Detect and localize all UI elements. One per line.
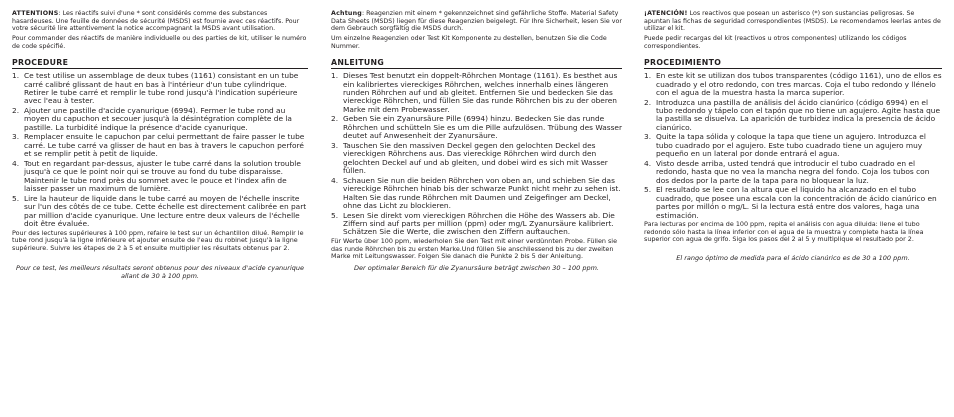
step-number: 3. (644, 132, 652, 142)
step-text: Geben Sie ein Zyanursäure Pille (6994) hinzu. Bedecken Sie das runde Röhrchen und schütteln Sie es um die Pille aufzulösen. Trübung des Wasser deutet auf Anwesenheit der Zyanursäure. (343, 114, 623, 141)
dilution-note: Pour des lectures supérieures à 100 ppm, refaire le test sur un échantillon dilué. Remplir le tube rond jusqu'à la ligne inférieure et ajouter ensuite de l'eau du robinet jusqu'à la ligne supérieure. Suivre les étapes de 2 à 5 et ensuite multiplier les résultats obtenus par 2. (12, 228, 304, 252)
heading-rule (12, 68, 308, 69)
attention-text: : Reagenzien mit einem * gekennzeichnet sind gefährliche Stoffe. Material Safety Data Sheets (MSDS) liegen für diese Reagenzien beigelegt. Für Ihre Sicherheit, lesen Sie vor dem Gebrauch sorgfältig die MSDS durch. (331, 10, 622, 33)
section-heading: PROCEDURE (12, 58, 69, 68)
section-heading: PROCEDIMIENTO (644, 58, 722, 68)
step-item (644, 72, 942, 97)
step-item (644, 160, 942, 185)
step-item (12, 107, 308, 132)
optimal-range-note: Der optimaler Bereich für die Zyanursäure beträgt zwischen 30 – 100 ppm. (354, 263, 599, 272)
step-text: Introduzca una pastilla de análisis del ácido cianúrico (código 6994) en el tubo redondo y tápelo con el tapón que no tiene un agujero. Agite hasta que la pastilla se disuelva. La aparición de turbidez indica la presencia de ácido cianúrico. (656, 97, 941, 132)
step-number: 1. (12, 71, 20, 81)
attention-note (644, 10, 942, 33)
order-note: Pour commander des réactifs de manière individuelle ou des parties de kit, utiliser le numéro de code spécifié. (12, 35, 307, 50)
step-text: Quite la tapa sólida y coloque la tapa que tiene un agujero. Introduzca el tubo cuadrado por el agujero. Este tubo cuadrado tiene un agujero muy pequeño en un lateral por donde entrará el agua. (656, 132, 926, 159)
step-text: Tout en regardant par-dessus, ajuster le tube carré dans la solution trouble jusqu'à ce que le point noir qui se trouve au fond du tube disparaisse. Maintenir le tube rond près du sommet avec le pouce et l'index afin de laisser passer un maximum de lumière. (24, 158, 301, 194)
step-text: Schauen Sie nun die beiden Röhrchen von oben an, und schieben Sie das viereckige Röhrchen hinab bis der schwarze Punkt nicht mehr zu sehen ist. Halten Sie das runde Röhrchen mit Daumen und Zeigefinger am Deckel, ohne das Licht zu blockieren. (343, 175, 621, 210)
step-text: Visto desde arriba, usted tendrá que introducir el tubo cuadrado en el redondo, hasta que no vea la mancha negra del fondo. Coja los tubos con dos dedos por la parte de la tapa para no bloquear la luz. (656, 158, 930, 185)
attention-note (12, 10, 308, 33)
spanish-column (644, 10, 942, 269)
step-text: Ce test utilise un assemblage de deux tubes (1161) consistant en un tube carré calibré glissant de haut en bas à l'intérieur d'un tube cylindrique. Retirer le tube carré et remplir le tube rond jusqu'à l'indication supérieure avec l'eau à tester. (24, 71, 299, 106)
attention-label: ATTENTIONS (12, 10, 59, 17)
step-number: 1. (331, 71, 339, 81)
step-item (12, 72, 308, 106)
step-item (644, 133, 942, 158)
step-number: 2. (331, 114, 339, 124)
step-item (12, 195, 308, 229)
step-number: 5. (644, 185, 652, 195)
section-heading: ANLEITUNG (331, 58, 385, 68)
step-list (12, 72, 308, 228)
step-text: Tauschen Sie den massiven Deckel gegen den gelochten Deckel des viereckigen Röhrchens aus. Das viereckige Röhrchen wird durch den gelochten Deckel auf und ab gleiten, und dobei wird es sich mit Wasser füllen. (343, 140, 608, 176)
step-number: 3. (331, 140, 339, 150)
step-item (331, 177, 622, 211)
attention-text: : Les réactifs suivi d'une * sont considérés comme des substances hasardeuses. Une feuille de données de sécurité (MSDS) est fournie avec ces réactifs. Pour votre sécurité lire attentivement la notice accompagnant la MSDS avant utilisation. (12, 10, 300, 33)
step-number: 5. (12, 193, 20, 203)
step-number: 4. (12, 158, 20, 168)
step-item (12, 160, 308, 194)
step-text: Remplacer ensuite le capuchon par celui permettant de faire passer le tube carré. Le tube carré va glisser de haut en bas à travers le capuchon perforé et se remplir petit à petit de liquide. (24, 132, 305, 159)
heading-rule (331, 68, 622, 69)
step-text: En este kit se utilizan dos tubos transparentes (código 1161), uno de ellos es cuadrado y el otro redondo, con tres marcas. Coja el tubo redondo y llénelo con el agua de la muestra hasta la marca superior. (656, 71, 942, 98)
dilution-note: Para lecturas por encima de 100 ppm, repita el análisis con agua diluida: llene el tubo redondo sólo hasta la línea inferior con el agua de la muestra y complete hasta la línea superior con agua de grifo. Siga los pasos del 2 al 5 y multiplique el resultado por 2. (644, 220, 924, 244)
step-item (331, 212, 622, 237)
optimal-range-note: Pour ce test, les meilleurs résultats seront obtenus pour des niveaux d'acide cyanurique allant de 30 à 100 ppm. (15, 264, 305, 281)
order-note: Um einzelne Reagenzien oder Test Kit Komponente zu destellen, benutzen Sie die Code Nummer. (331, 35, 607, 50)
step-number: 2. (644, 97, 652, 107)
step-number: 1. (644, 71, 652, 81)
step-number: 2. (12, 106, 20, 116)
step-number: 4. (644, 158, 652, 168)
step-number: 4. (331, 175, 339, 185)
attention-note (331, 10, 622, 33)
heading-rule (644, 68, 942, 69)
step-text: Lire la hauteur de liquide dans le tube carré au moyen de l'échelle inscrite sur l'un des côtés de ce tube. Cette échelle est directement calibrée en part par million d'acide cyanurique. Une lecture entre deux valeurs de l'échelle doit être évaluée. (24, 193, 307, 228)
attention-label: ¡ATENCIÓN! (644, 10, 688, 17)
attention-label: Achtung (331, 10, 362, 17)
step-item (331, 142, 622, 176)
german-column (331, 10, 622, 279)
order-note: Puede pedir recargas del kit (reactivos u otros componentes) utilizando los códigos correspondientes. (644, 35, 907, 50)
step-list (331, 72, 622, 236)
step-text: Ajouter une pastille d'acide cyanurique (6994). Fermer le tube rond au moyen du capuchon et secouer jusqu'à la désintégration complète de la pastille. La turbidité indique la présence d'acide cyanurique. (24, 106, 292, 132)
attention-text: Los reactivos que posean un asterisco (*) son sustancias peligrosas. Se apuntan las fichas de seguridad correspondientes (MSDS). Le recomendamos leerlas antes de utilizar el kit. (644, 10, 941, 33)
step-item (644, 186, 942, 220)
step-number: 5. (331, 210, 339, 220)
step-item (331, 115, 622, 140)
optimal-range-note: El rango óptimo de medida para el ácido cianúrico es de 30 a 100 ppm. (676, 253, 910, 262)
step-item (331, 72, 622, 114)
step-item (12, 133, 308, 158)
step-list (644, 72, 942, 220)
step-number: 3. (12, 132, 20, 142)
dilution-note: Für Werte über 100 ppm, wiederholen Sie den Test mit einer verdünnten Probe. Füllen sie das runde Röhrchen bis zu ersten Marke.Und füllen Sie anschliessend bis zu der zweiten Marke mit Leitungswasser. Folgen Sie danach die Punkte 2 bis 5 der Anleitung. (331, 236, 618, 261)
step-text: Lesen Sie direkt vom viereckigen Röhrchen die Höhe des Wassers ab. Die Ziffern sind auf parts per million (ppm) oder mg/L Zyanursäure kalibriert. Schätzen Sie die Werte, die zwischen den Ziffern auftauchen. (343, 210, 615, 237)
step-text: Dieses Test benutzt ein doppelt-Röhrchen Montage (1161). Es besthet aus ein kalibriertes viereckiges Röhrchen, welches innerhalb eines längeren runden Röhrchen auf und ab gleitet. Entfernen Sie und bedecken Sie das viereckige Röhrchen, und füllen Sie das runde Röhrchen bis zu der oberen Marke mit dem Probewasser. (343, 71, 618, 114)
french-column (12, 10, 308, 287)
step-item (644, 99, 942, 133)
step-text: El resultado se lee con la altura que el líquido ha alcanzado en el tubo cuadrado, que posee una escala con la concentración de ácido cianúrico en partes por millón o mg/L. Si la lectura está entre dos valores, haga una estimación. (656, 185, 937, 220)
